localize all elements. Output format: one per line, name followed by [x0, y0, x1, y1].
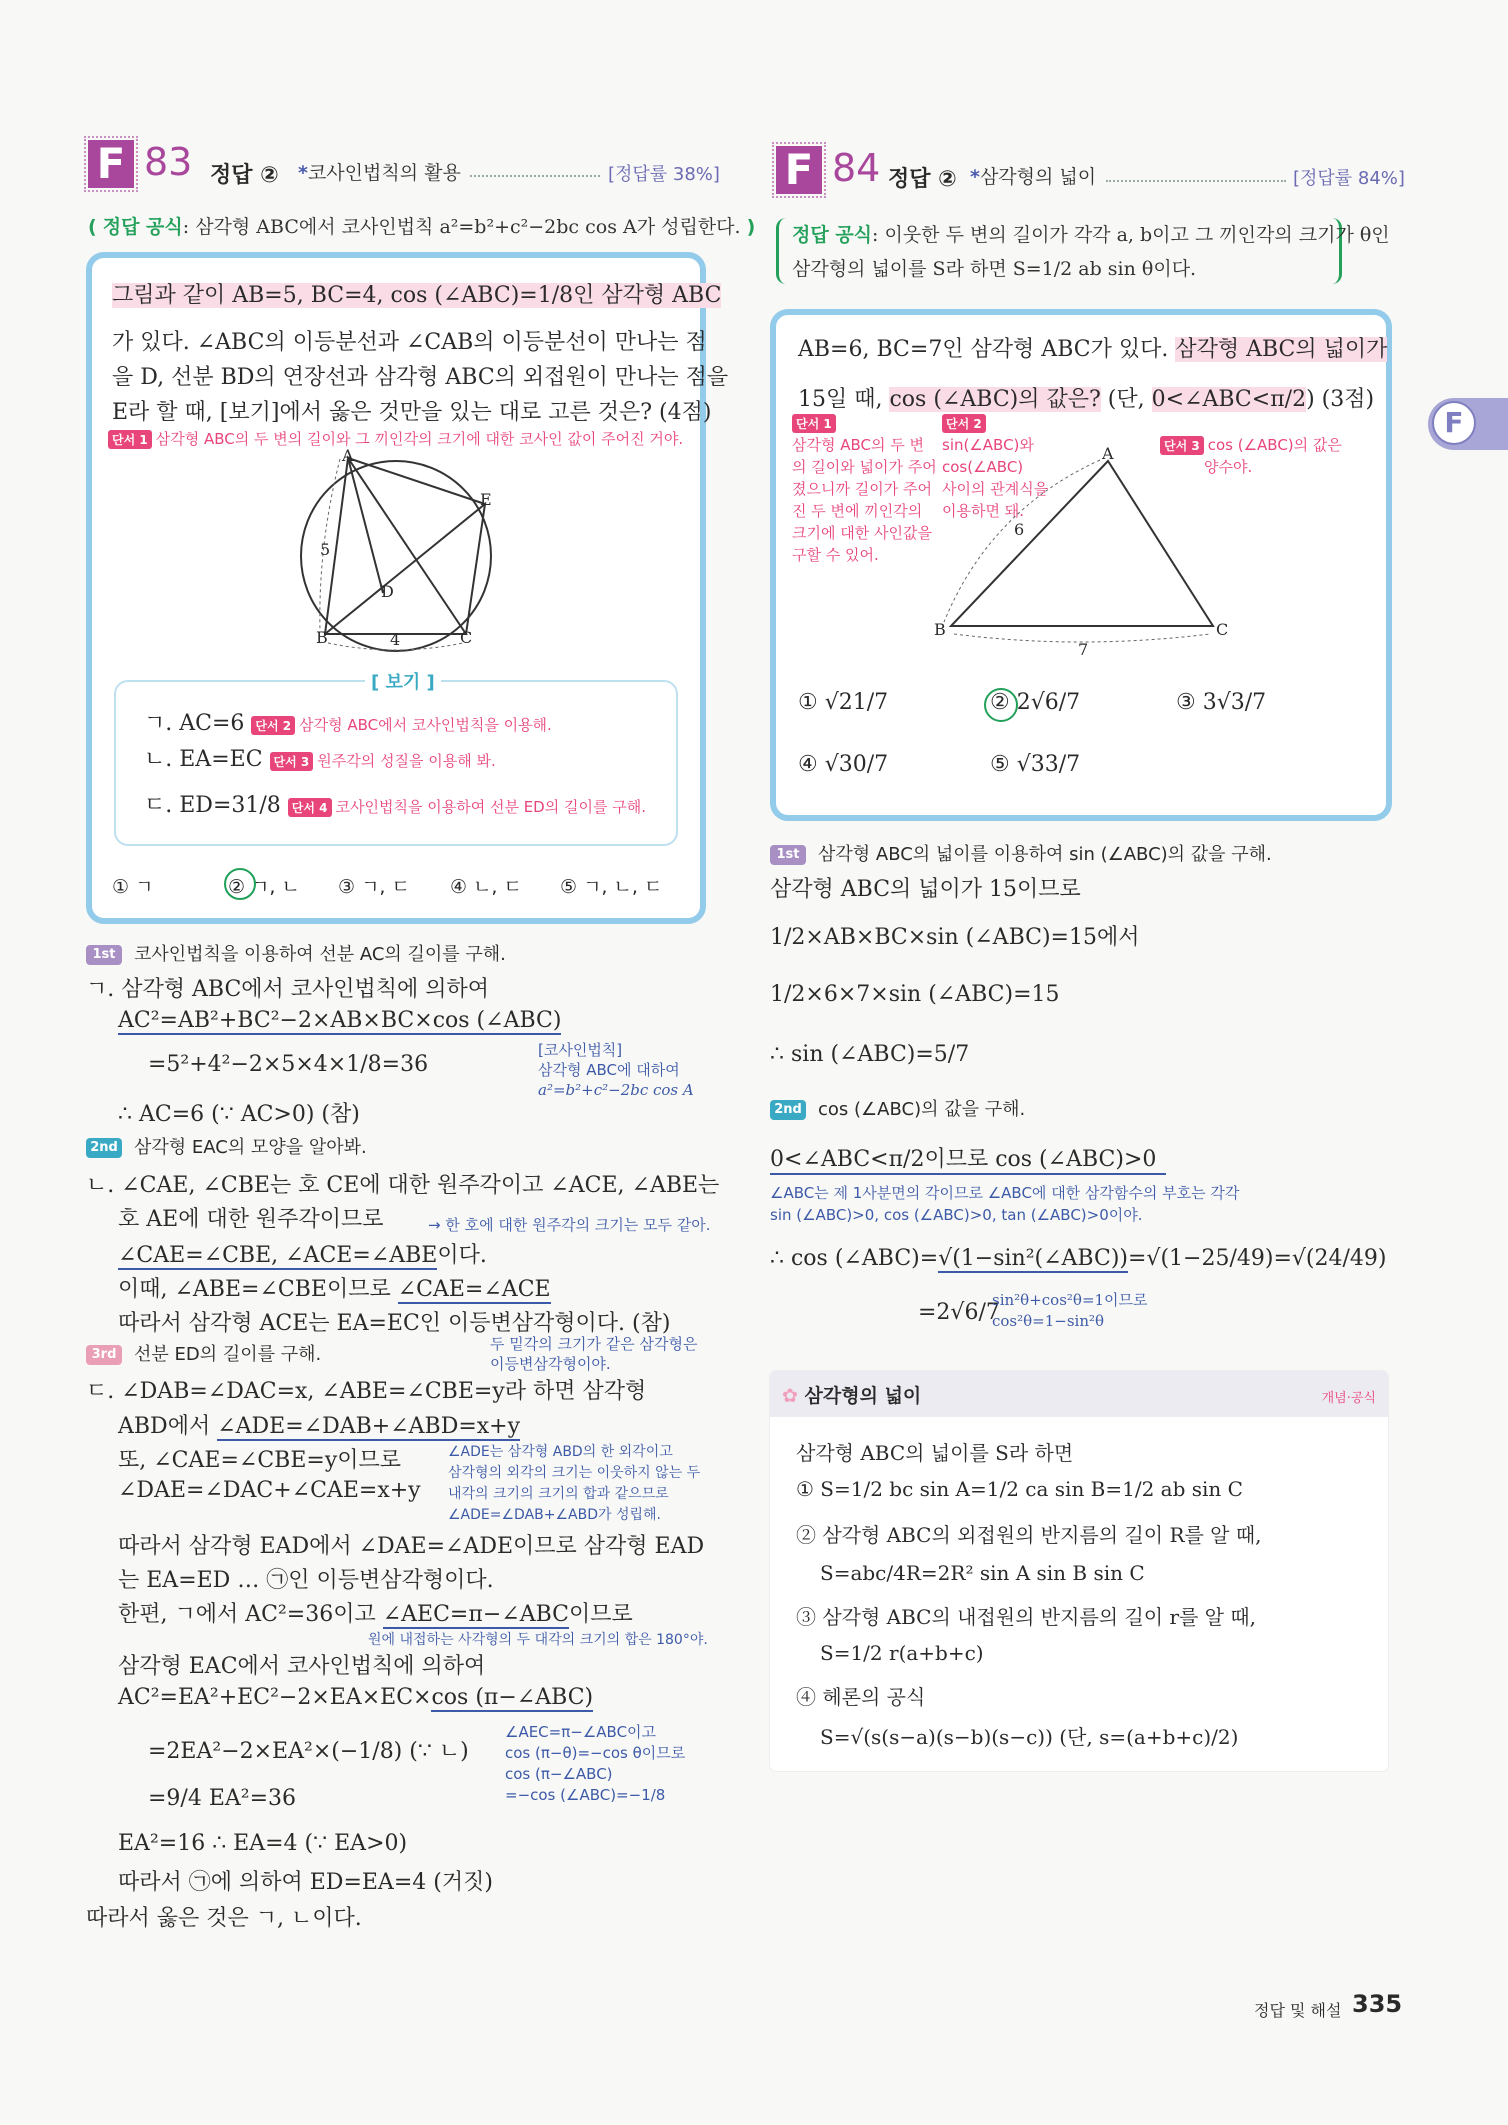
solution-line: ㄱ. 삼각형 ABC에서 코사인법칙에 의하여 [86, 977, 490, 1002]
note-line: ∠ADE=∠DAB+∠ABD가 성립해. [448, 1507, 661, 1523]
text: 이므로 [569, 1602, 633, 1627]
step-title: 코사인법칙을 이용하여 선분 AC의 길이를 구해. [134, 944, 506, 965]
item-label: ㄴ. [144, 747, 173, 772]
note-line: [코사인법칙] [538, 1041, 623, 1059]
bogi-item [144, 788, 646, 819]
item-expr: AC=6 [179, 711, 245, 736]
text: AB=6, BC=7인 삼각형 ABC가 있다. [798, 337, 1176, 362]
flower-icon: ✿ [782, 1385, 798, 1407]
concept-line: S=abc/4R=2R² sin A sin B sin C [820, 1561, 1145, 1585]
step-badge: 1st [770, 845, 806, 865]
hint-line: 양수야. [1204, 458, 1253, 476]
topic-mark: * [298, 162, 308, 184]
point-e: E [480, 490, 492, 509]
choice-1[interactable]: ① ㄱ [112, 876, 154, 898]
divider [470, 175, 600, 177]
choice-3[interactable]: ③ 3√3/7 [1176, 690, 1267, 715]
hint-tag: 단서 4 [288, 798, 332, 817]
point-a: A [342, 446, 354, 465]
note-line: ∠AEC=π−∠ABC이고 [505, 1723, 657, 1741]
bogi-item [144, 742, 496, 773]
step-title: 선분 ED의 길이를 구해. [134, 1344, 322, 1365]
triangle-abc [325, 458, 466, 634]
point-b: B [934, 620, 946, 639]
solution-line: 삼각형 EAC에서 코사인법칙에 의하여 [118, 1654, 486, 1679]
text: 이때, ∠ABE=∠CBE이므로 [118, 1277, 398, 1302]
triangle-figure [930, 450, 1230, 650]
formula-label: 정답 공식 [102, 216, 183, 238]
solution-line: 삼각형 ABC의 넓이가 15이므로 [770, 877, 1081, 902]
side-tab-letter: F [1432, 401, 1476, 445]
choice-4[interactable]: ④ ㄴ, ㄷ [450, 876, 522, 898]
hint-line: 진 두 변에 끼인각의 [792, 502, 923, 520]
correct-rate: [정답률 38%] [608, 164, 720, 185]
note-exterior-angle [448, 1442, 700, 1526]
conclusion: 따라서 옳은 것은 ㄱ, ㄴ이다. [86, 1906, 362, 1931]
point-c: C [1216, 620, 1229, 639]
concept-title [782, 1381, 921, 1408]
page-number: 335 [1352, 1990, 1403, 2018]
solution-line [118, 1272, 551, 1303]
note-line: cos (π−θ)=−cos θ이므로 [505, 1744, 686, 1762]
note-text: 한 호에 대한 원주각의 크기는 모두 같아. [445, 1216, 711, 1234]
hint-text: 삼각형 ABC에서 코사인법칙을 이용해. [299, 716, 552, 734]
step-1 [86, 940, 506, 966]
note-cyclic-quadrilateral: 원에 내접하는 사각형의 두 대각의 크기의 합은 180°야. [368, 1632, 708, 1648]
choice-4[interactable]: ④ √30/7 [798, 752, 889, 777]
solution-line: ∴ AC=6 (∵ AC>0) (참) [118, 1102, 360, 1127]
step-2 [86, 1133, 367, 1159]
hint-1 [792, 412, 937, 566]
question-line: 가 있다. ∠ABC의 이등분선과 ∠CAB의 이등분선이 만나는 점 [112, 330, 707, 355]
hint-line: 졌으니까 길이가 주어 [792, 480, 932, 498]
segment-ad [348, 458, 383, 593]
highlight: 삼각형 ABC의 넓이가 [1175, 337, 1388, 362]
concept-line: ③ 삼각형 ABC의 내접원의 반지름의 길이 r를 알 때, [796, 1605, 1257, 1629]
note-line: 두 밑각의 크기가 같은 삼각형은 [490, 1335, 698, 1353]
topic-text: 코사인법칙의 활용 [307, 162, 461, 184]
solution-line: ㄴ. ∠CAE, ∠CBE는 호 CE에 대한 원주각이고 ∠ACE, ∠ABE는 [86, 1173, 720, 1198]
solution-line: 또, ∠CAE=∠CBE=y이므로 [118, 1448, 401, 1473]
topic [970, 162, 1096, 189]
hint-text: 삼각형 ABC의 두 변의 길이와 그 끼인각의 크기에 대한 코사인 값이 주어진 거야. [155, 430, 684, 448]
hint-line: 이용하면 돼. [942, 502, 1024, 520]
solution-line: =2√6/7 [918, 1300, 1000, 1325]
note-line: 이등변삼각형이야. [490, 1355, 611, 1373]
choice-5[interactable]: ⑤ ㄱ, ㄴ, ㄷ [560, 876, 663, 898]
solution-line: AC²=AB²+BC²−2×AB×BC×cos (∠ABC) [118, 1008, 562, 1033]
text: ∴ cos (∠ABC)= [770, 1246, 939, 1271]
point-c: C [460, 628, 473, 647]
hint-tag: 단서 2 [942, 414, 986, 433]
bogi-item [144, 706, 552, 737]
solution-line: ㄷ. ∠DAB=∠DAC=x, ∠ABE=∠CBE=y라 하면 삼각형 [86, 1379, 647, 1404]
title-text: 삼각형의 넓이 [804, 1385, 922, 1407]
length-bc: 7 [1078, 640, 1089, 659]
footer-label: 정답 및 해설 [1254, 2001, 1342, 2020]
point-d: D [381, 582, 394, 601]
key-formula-line: 삼각형의 넓이를 S라 하면 S=1/2 ab sin θ이다. [792, 258, 1197, 280]
step-badge: 3rd [86, 1345, 122, 1365]
solution-line [118, 1238, 487, 1269]
text: 한편, ㄱ에서 AC²=36이고 [118, 1602, 383, 1627]
note-isosceles [490, 1334, 697, 1374]
key-formula-line [792, 220, 1390, 247]
note-line: =−cos (∠ABC)=−1/8 [505, 1786, 666, 1804]
hint-line: sin(∠ABC)와 [942, 436, 1034, 454]
hint-tag: 단서 2 [251, 716, 295, 735]
hint-line: 사이의 관계식을 [942, 480, 1049, 498]
answer-label: 정답 ② [888, 167, 957, 192]
choice-text: ② 2√6/7 [990, 690, 1081, 715]
solution-line: 는 EA=ED … ㉠인 이등변삼각형이다. [118, 1568, 494, 1593]
formula-text: : 삼각형 ABC에서 코사인법칙 a²=b²+c²−2bc cos A가 성립한다. [182, 216, 741, 238]
topic-text: 삼각형의 넓이 [979, 166, 1097, 188]
question-line [798, 332, 1387, 363]
hint-text: 원주각의 성질을 이용해 봐. [317, 752, 496, 770]
underlined-expr: cos (π−∠ABC) [431, 1685, 594, 1710]
dim-ab [944, 460, 1100, 622]
hint-line: 크기에 대한 사인값을 [792, 524, 932, 542]
topic [298, 158, 461, 185]
bogi-title: [ 보기 ] [365, 668, 441, 694]
step-1 [770, 840, 1272, 866]
solution-line: ∠DAE=∠DAC+∠CAE=x+y [118, 1478, 421, 1503]
chapter-badge: F [776, 146, 822, 194]
question-text: 그림과 같이 AB=5, BC=4, cos (∠ABC)=1/8인 삼각형 ABC [112, 283, 722, 308]
solution-line: 따라서 ㉠에 의하여 ED=EA=4 (거짓) [118, 1870, 493, 1895]
hint-line: cos(∠ABC) [942, 458, 1024, 476]
text: =√(1−25/49)=√(24/49) [1128, 1246, 1387, 1271]
solution-line: 호 AE에 대한 원주각이므로 [118, 1207, 384, 1232]
note-line: ∠ABC는 제 1사분면의 각이므로 ∠ABC에 대한 삼각함수의 부호는 각각 [770, 1184, 1240, 1202]
note-line: 삼각형의 외각의 크기는 이웃하지 않는 두 [448, 1465, 701, 1481]
note-line: a²=b²+c²−2bc cos A [538, 1081, 694, 1099]
hint-tag: 단서 3 [270, 752, 314, 771]
highlight: 0<∠ABC<π/2 [1151, 387, 1307, 412]
problem-number: 84 [832, 146, 881, 190]
solution-line: 1/2×AB×BC×sin (∠ABC)=15에서 [770, 925, 1140, 950]
hint-text: 코사인법칙을 이용하여 선분 ED의 길이를 구해. [335, 798, 646, 816]
hint-line: 삼각형 ABC의 두 변 [792, 436, 925, 454]
text: AC²=EA²+EC²−2×EA×EC× [118, 1685, 432, 1710]
text: ) (3점) [1306, 387, 1375, 412]
divider [1106, 180, 1286, 182]
step-badge: 2nd [86, 1138, 122, 1158]
note-line: sin (∠ABC)>0, cos (∠ABC)>0, tan (∠ABC)>0이야. [770, 1206, 1143, 1224]
segment-ae [348, 458, 485, 504]
hint-line: 의 길이와 넓이가 주어 [792, 458, 937, 476]
concept-line: 삼각형 ABC의 넓이를 S라 하면 [796, 1441, 1074, 1465]
note-cosine-law [538, 1040, 694, 1100]
note-line: cos (π−∠ABC) [505, 1765, 613, 1783]
step-title: 삼각형 ABC의 넓이를 이용하여 sin (∠ABC)의 값을 구해. [818, 844, 1272, 865]
text: 15일 때, [798, 387, 890, 412]
hint-line: 구할 수 있어. [792, 546, 879, 564]
underlined-expr: ∠CAE=∠CBE, ∠ACE=∠ABE [118, 1243, 438, 1268]
item-expr: EA=EC [179, 747, 263, 772]
topic-mark: * [970, 166, 980, 188]
concept-line: ② 삼각형 ABC의 외접원의 반지름의 길이 R를 알 때, [796, 1523, 1262, 1547]
segment-be [325, 504, 485, 634]
item-label: ㄷ. [144, 793, 173, 818]
concept-tag: 개념·공식 [1321, 1391, 1376, 1406]
note-identity [992, 1290, 1148, 1332]
step-title: 삼각형 EAC의 모양을 알아봐. [134, 1137, 367, 1158]
note-line: sin²θ+cos²θ=1이므로 [992, 1291, 1148, 1309]
choice-2-selected[interactable] [228, 872, 300, 899]
note-line: cos²θ=1−sin²θ [992, 1312, 1105, 1330]
note-line: ∠ADE는 삼각형 ABD의 한 외각이고 [448, 1444, 673, 1460]
text: ABD에서 [118, 1414, 218, 1439]
choice-1[interactable]: ① √21/7 [798, 690, 889, 715]
solution-line: 따라서 삼각형 ACE는 EA=EC인 이등변삼각형이다. (참) [118, 1311, 671, 1336]
bracket: ( [88, 216, 97, 238]
item-label: ㄱ. [144, 711, 173, 736]
step-badge: 1st [86, 945, 122, 965]
solution-line: 0<∠ABC<π/2이므로 cos (∠ABC)>0 [770, 1142, 1166, 1175]
problem-number: 83 [144, 140, 193, 184]
solution-line: 따라서 삼각형 EAD에서 ∠DAE=∠ADE이므로 삼각형 EAD [118, 1534, 705, 1559]
underlined-expr: ∠CAE=∠ACE [397, 1277, 551, 1302]
highlight: cos (∠ABC)의 값은? [889, 387, 1101, 412]
answer-label: 정답 ② [210, 163, 279, 188]
solution-line: 1/2×6×7×sin (∠ABC)=15 [770, 982, 1060, 1007]
length-ab: 5 [320, 540, 331, 559]
chapter-side-tab[interactable] [1428, 398, 1508, 450]
solution-line [118, 1597, 633, 1628]
concept-line: ① S=1/2 bc sin A=1/2 ca sin B=1/2 ab sin C [796, 1477, 1243, 1501]
question-line: E라 할 때, [보기]에서 옳은 것만을 있는 대로 고른 것은? (4점) [112, 400, 712, 425]
choice-2-selected[interactable] [990, 690, 1080, 715]
underlined-expr: √(1−sin²(∠ABC)) [938, 1246, 1128, 1271]
step-3 [86, 1340, 321, 1366]
solution-line [118, 1685, 593, 1710]
formula-text: : 이웃한 두 변의 길이가 각각 a, b이고 그 끼인각의 크기가 θ인 [872, 224, 1390, 246]
correct-rate: [정답률 84%] [1293, 168, 1405, 189]
note-quadrant [770, 1182, 1239, 1226]
underlined-expr: ∠AEC=π−∠ABC [382, 1602, 569, 1627]
question-line [112, 278, 721, 309]
solution-line [770, 1246, 1386, 1271]
solution-line: =2EA²−2×EA²×(−1/8) (∵ ㄴ) [148, 1739, 469, 1764]
choice-5[interactable]: ⑤ √33/7 [990, 752, 1081, 777]
key-formula [88, 212, 755, 239]
bracket: ) [746, 216, 756, 238]
solution-line: ∴ sin (∠ABC)=5/7 [770, 1042, 970, 1067]
formula-label: 정답 공식 [792, 224, 873, 246]
note-cos-pi [505, 1722, 685, 1806]
note-inscribed-angle: → 한 호에 대한 원주각의 크기는 모두 같아. [428, 1216, 711, 1234]
hint-tag: 단서 1 [792, 414, 836, 433]
point-a: A [1102, 444, 1114, 463]
chapter-badge: F [88, 140, 134, 188]
hint-tag: 단서 1 [108, 430, 152, 449]
choice-text: ② ㄱ, ㄴ [228, 876, 300, 898]
solution-line: =5²+4²−2×5×4×1/8=36 [148, 1052, 429, 1077]
question-line: 을 D, 선분 BD의 연장선과 삼각형 ABC의 외접원이 만나는 점을 [112, 365, 729, 390]
concept-line: S=1/2 r(a+b+c) [820, 1641, 984, 1665]
answer-circle-icon [984, 688, 1018, 722]
text: (단, [1100, 387, 1152, 412]
solution-line: =9/4 EA²=36 [148, 1786, 297, 1811]
note-line: 내각의 크기의 크기의 합과 같으므로 [448, 1486, 669, 1502]
answer-circle-icon [224, 868, 256, 900]
question-line [798, 382, 1374, 413]
note-line: 삼각형 ABC에 대하여 [538, 1061, 680, 1079]
step-title: cos (∠ABC)의 값을 구해. [818, 1099, 1026, 1120]
concept-line: ④ 헤론의 공식 [796, 1685, 926, 1709]
point-b: B [316, 628, 328, 647]
step-badge: 2nd [770, 1100, 806, 1120]
concept-line: S=√(s(s−a)(s−b)(s−c)) (단, s=(a+b+c)/2) [820, 1725, 1239, 1749]
solution-line: EA²=16 ∴ EA=4 (∵ EA>0) [118, 1831, 408, 1856]
solution-line [118, 1409, 520, 1440]
hint-line: cos (∠ABC)의 값은 [1207, 436, 1342, 454]
choice-3[interactable]: ③ ㄱ, ㄷ [338, 876, 410, 898]
item-expr: ED=31/8 [179, 793, 281, 818]
hint-tag: 단서 3 [1160, 436, 1204, 455]
length-bc: 4 [390, 630, 401, 649]
length-ab: 6 [1014, 520, 1025, 539]
text: 이다. [437, 1243, 487, 1268]
concept-box [770, 1371, 1388, 1771]
underlined-expr: ∠ADE=∠DAB+∠ABD=x+y [217, 1414, 521, 1439]
step-2 [770, 1095, 1025, 1121]
